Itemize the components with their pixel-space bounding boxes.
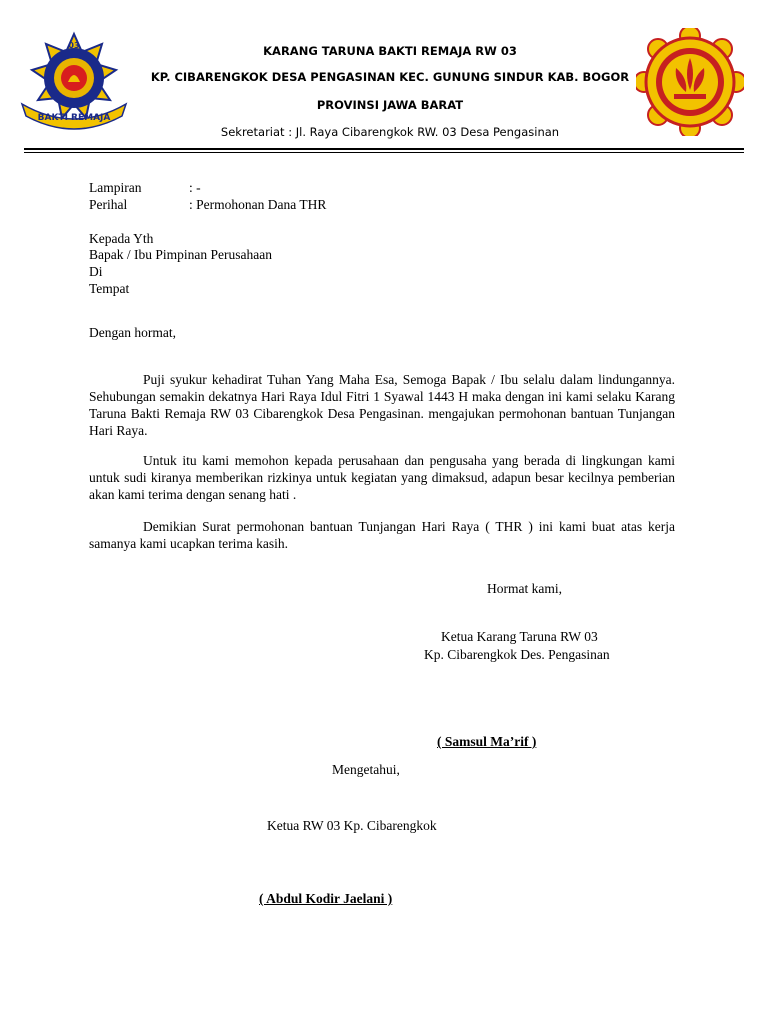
- recipient-line-1: Kepada Yth: [89, 231, 154, 246]
- org-name: KARANG TARUNA BAKTI REMAJA RW 03: [263, 44, 517, 58]
- letterhead-divider-thick: [24, 148, 744, 150]
- karang-taruna-logo-right: [636, 28, 744, 136]
- perihal-label: Perihal: [89, 197, 128, 212]
- signer-1-location: Kp. Cibarengkok Des. Pengasinan: [424, 647, 610, 662]
- paragraph-3-text: Demikian Surat permohonan bantuan Tunjangan Hari Raya ( THR ) ini kami buat atas kerja samanya kami ucapkan terima kasih.: [89, 519, 675, 551]
- org-province: PROVINSI JAWA BARAT: [316, 98, 464, 112]
- greeting: Dengan hormat,: [89, 325, 176, 340]
- signer-2-position: Ketua RW 03 Kp. Cibarengkok: [267, 818, 437, 833]
- letterhead: [0, 0, 768, 160]
- logo-left-banner-text: BAKTI REMAJA: [37, 113, 111, 123]
- perihal-value: : Permohonan Dana THR: [189, 197, 327, 212]
- paragraph-1: [89, 371, 675, 439]
- recipient-line-2: Bapak / Ibu Pimpinan Perusahaan: [89, 247, 272, 262]
- paragraph-3: [89, 518, 675, 552]
- paragraph-1-text: Puji syukur kehadirat Tuhan Yang Maha Esa, Semoga Bapak / Ibu selalu dalam lindungannya. Sehubungan semakin dekatnya Hari Raya Idul Fitri 1 Syawal 1443 H maka dengan ini kami selaku Karang Taruna Bakti Remaja RW 03 Cibarengkok Desa Pengasinan. mengajukan permohonan bantuan Tunjangan Hari Raya.: [89, 372, 675, 438]
- logo-left-number: 03: [68, 41, 80, 50]
- paragraph-2: [89, 452, 675, 503]
- signer-1-position: Ketua Karang Taruna RW 03: [441, 629, 598, 644]
- recipient-line-3: Di: [89, 264, 103, 279]
- paragraph-2-text: Untuk itu kami memohon kepada perusahaan dan pengusaha yang berada di lingkungan kami untuk sudi kiranya memberikan rizkinya untuk kegiatan yang dimaksud, adapun besar kecilnya pemberian akan kami terima dengan senang hati .: [89, 453, 675, 502]
- karang-taruna-logo-left: [18, 30, 130, 130]
- lampiran-label: Lampiran: [89, 180, 142, 195]
- org-address: KP. CIBARENGKOK DESA PENGASINAN KEC. GUNUNG SINDUR KAB. BOGOR: [150, 70, 630, 84]
- letterhead-divider-thin: [24, 152, 744, 153]
- org-secretariat: Sekretariat : Jl. Raya Cibarengkok RW. 03 Desa Pengasinan: [220, 125, 560, 139]
- signer-2-name: ( Abdul Kodir Jaelani ): [259, 891, 393, 906]
- recipient-line-4: Tempat: [89, 281, 130, 296]
- closing-hormat: Hormat kami,: [487, 581, 562, 596]
- signer-1-name: ( Samsul Ma’rif ): [437, 734, 537, 749]
- mengetahui-label: Mengetahui,: [332, 762, 400, 777]
- lampiran-value: : -: [189, 180, 201, 195]
